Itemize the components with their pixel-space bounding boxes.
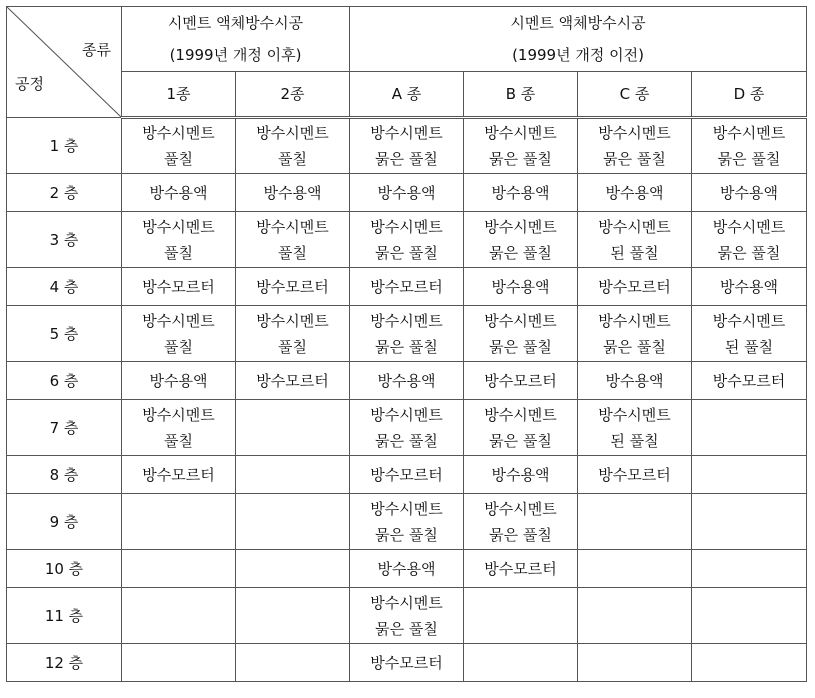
table-cell xyxy=(236,456,350,494)
cell-text: 방수시멘트 xyxy=(484,124,557,142)
type-header: A 종 xyxy=(350,72,464,118)
table-cell xyxy=(122,174,236,212)
cell-text: 풀칠 xyxy=(278,337,307,356)
table-cell xyxy=(350,400,464,456)
process-axis-label: 공정 xyxy=(15,75,44,93)
table-cell xyxy=(122,306,236,362)
layer-label: 4 층 xyxy=(7,268,122,306)
cell-text: 방수모르터 xyxy=(598,465,671,484)
layer-label: 11 층 xyxy=(7,588,122,644)
type-axis-label: 종류 xyxy=(82,41,111,59)
cell-text: 풀칠 xyxy=(278,150,307,168)
cell-text: 방수모르터 xyxy=(256,277,329,296)
cell-text: 방수시멘트 xyxy=(370,499,443,518)
cell-text: 방수시멘트 xyxy=(256,311,329,330)
type-header: 2종 xyxy=(236,72,350,118)
table-cell xyxy=(236,588,350,644)
table-row xyxy=(7,362,807,400)
table-cell xyxy=(692,588,807,644)
cell-text: 풀칠 xyxy=(164,150,193,168)
table-row xyxy=(7,588,807,644)
table-cell xyxy=(692,306,807,362)
cell-text: 방수시멘트 xyxy=(256,217,329,236)
table-cell xyxy=(464,494,578,550)
table-row xyxy=(7,494,807,550)
cell-text: 방수시멘트 xyxy=(598,405,671,424)
table-cell xyxy=(578,362,692,400)
table-cell xyxy=(692,400,807,456)
cell-text: 묽은 풀칠 xyxy=(375,525,438,544)
table-cell xyxy=(122,400,236,456)
cell-text: 묽은 풀칠 xyxy=(489,243,552,262)
table-cell xyxy=(122,118,236,174)
table-cell xyxy=(350,588,464,644)
table-cell xyxy=(236,550,350,588)
table-cell xyxy=(692,644,807,682)
cell-text: 묽은 풀칠 xyxy=(375,619,438,638)
cell-text: 방수모르터 xyxy=(370,653,443,672)
layer-label: 9 층 xyxy=(7,494,122,550)
cell-text: 방수모르터 xyxy=(712,371,786,390)
table-cell xyxy=(464,306,578,362)
type-header: 1종 xyxy=(122,72,236,118)
table-cell xyxy=(122,588,236,644)
cell-text: 방수용액 xyxy=(491,277,550,296)
cell-text: 방수시멘트 xyxy=(142,124,215,142)
cell-text: 방수용액 xyxy=(263,183,322,202)
cell-text: 방수시멘트 xyxy=(484,405,557,424)
cell-text: 묽은 풀칠 xyxy=(375,150,438,168)
table-cell xyxy=(236,306,350,362)
cell-text: 방수용액 xyxy=(491,183,550,202)
table-cell xyxy=(692,118,807,174)
table-cell xyxy=(122,268,236,306)
table-cell xyxy=(578,268,692,306)
table-cell xyxy=(464,588,578,644)
layer-label: 2 층 xyxy=(7,174,122,212)
cell-text: 된 풀칠 xyxy=(610,431,659,450)
cell-text: 묽은 풀칠 xyxy=(489,337,552,356)
table-cell xyxy=(236,268,350,306)
table-row xyxy=(7,118,807,174)
type-header-row xyxy=(7,72,807,118)
cell-text: 풀칠 xyxy=(164,337,193,356)
cell-text: 방수모르터 xyxy=(370,465,443,484)
table-cell xyxy=(692,212,807,268)
table-cell xyxy=(122,362,236,400)
table-cell xyxy=(236,118,350,174)
table-cell xyxy=(236,174,350,212)
table-cell xyxy=(578,400,692,456)
table-cell xyxy=(692,174,807,212)
table-cell xyxy=(578,118,692,174)
table-row xyxy=(7,400,807,456)
layer-label: 1 층 xyxy=(7,118,122,174)
cell-text: 묽은 풀칠 xyxy=(603,150,666,168)
cell-text: 방수시멘트 xyxy=(484,217,557,236)
cell-text: 방수용액 xyxy=(720,277,778,296)
cell-text: 방수시멘트 xyxy=(484,499,557,518)
cell-text: 방수용액 xyxy=(149,183,208,202)
cell-text: 묽은 풀칠 xyxy=(603,337,666,356)
table-row xyxy=(7,174,807,212)
waterproofing-process-table xyxy=(6,6,807,682)
table-cell xyxy=(464,362,578,400)
table-cell xyxy=(692,456,807,494)
group-subtitle-before: (1999년 개정 이전) xyxy=(350,39,807,72)
table-cell xyxy=(578,174,692,212)
layer-label: 8 층 xyxy=(7,456,122,494)
cell-text: 방수시멘트 xyxy=(370,311,443,330)
table-cell xyxy=(692,362,807,400)
cell-text: 풀칠 xyxy=(164,431,193,450)
cell-text: 방수용액 xyxy=(720,183,778,202)
table-cell xyxy=(236,362,350,400)
table-cell xyxy=(350,494,464,550)
cell-text: 방수용액 xyxy=(377,559,436,578)
cell-text: 방수시멘트 xyxy=(712,217,786,236)
table-cell xyxy=(350,550,464,588)
table-row xyxy=(7,644,807,682)
cell-text: 된 풀칠 xyxy=(724,337,774,356)
table-cell xyxy=(464,400,578,456)
table-cell xyxy=(122,494,236,550)
cell-text: 방수시멘트 xyxy=(370,124,443,142)
table-cell xyxy=(578,588,692,644)
cell-text: 방수시멘트 xyxy=(142,311,215,330)
table-cell xyxy=(350,268,464,306)
table-cell xyxy=(350,212,464,268)
table-row xyxy=(7,268,807,306)
table-cell xyxy=(350,306,464,362)
table-cell xyxy=(236,400,350,456)
table-cell xyxy=(236,212,350,268)
layer-label: 10 층 xyxy=(7,550,122,588)
type-header: B 종 xyxy=(464,72,578,118)
cell-text: 묽은 풀칠 xyxy=(375,337,438,356)
table-cell xyxy=(578,456,692,494)
group-title-after: 시멘트 액체방수시공 xyxy=(122,7,350,40)
cell-text: 풀칠 xyxy=(278,243,307,262)
table-row xyxy=(7,212,807,268)
table-cell xyxy=(122,644,236,682)
table-cell xyxy=(464,456,578,494)
cell-text: 방수용액 xyxy=(605,183,664,202)
cell-text: 방수모르터 xyxy=(142,277,215,296)
cell-text: 방수시멘트 xyxy=(712,311,786,330)
cell-text: 방수용액 xyxy=(491,465,550,484)
cell-text: 방수시멘트 xyxy=(598,311,671,330)
table-cell xyxy=(578,550,692,588)
cell-text: 방수시멘트 xyxy=(370,405,443,424)
cell-text: 방수모르터 xyxy=(370,277,443,296)
group-subtitle-after: (1999년 개정 이후) xyxy=(122,39,350,72)
table-cell xyxy=(578,644,692,682)
corner-header-cell xyxy=(7,7,122,118)
table-cell xyxy=(464,174,578,212)
type-header: D 종 xyxy=(692,72,807,118)
table-cell xyxy=(464,118,578,174)
table-cell xyxy=(122,550,236,588)
table-cell xyxy=(578,494,692,550)
cell-text: 방수모르터 xyxy=(256,371,329,390)
table-cell xyxy=(464,212,578,268)
cell-text: 된 풀칠 xyxy=(610,243,659,262)
table-cell xyxy=(464,644,578,682)
table-cell xyxy=(350,118,464,174)
table-row xyxy=(7,550,807,588)
table-cell xyxy=(236,494,350,550)
cell-text: 묽은 풀칠 xyxy=(717,243,781,262)
table-cell xyxy=(464,268,578,306)
table-cell xyxy=(350,174,464,212)
table-row xyxy=(7,306,807,362)
table-cell xyxy=(692,494,807,550)
table-cell xyxy=(692,268,807,306)
cell-text: 방수모르터 xyxy=(484,371,557,390)
table-cell xyxy=(236,644,350,682)
table-cell xyxy=(350,456,464,494)
cell-text: 방수모르터 xyxy=(598,277,671,296)
cell-text: 방수용액 xyxy=(605,371,664,390)
cell-text: 방수용액 xyxy=(149,371,208,390)
layer-label: 6 층 xyxy=(7,362,122,400)
cell-text: 묽은 풀칠 xyxy=(489,431,552,450)
table-row xyxy=(7,456,807,494)
table-cell xyxy=(122,456,236,494)
cell-text: 묽은 풀칠 xyxy=(375,243,438,262)
cell-text: 방수시멘트 xyxy=(370,217,443,236)
table-cell xyxy=(692,550,807,588)
table-cell xyxy=(578,212,692,268)
table-cell xyxy=(350,644,464,682)
cell-text: 묽은 풀칠 xyxy=(717,150,781,168)
cell-text: 묽은 풀칠 xyxy=(375,431,438,450)
cell-text: 방수시멘트 xyxy=(142,405,215,424)
layer-label: 7 층 xyxy=(7,400,122,456)
cell-text: 방수모르터 xyxy=(484,559,557,578)
cell-text: 방수시멘트 xyxy=(598,124,671,142)
cell-text: 방수용액 xyxy=(377,371,436,390)
table-cell xyxy=(350,362,464,400)
table-cell xyxy=(464,550,578,588)
cell-text: 방수용액 xyxy=(377,183,436,202)
cell-text: 풀칠 xyxy=(164,243,193,262)
cell-text: 방수시멘트 xyxy=(256,124,329,142)
cell-text: 묽은 풀칠 xyxy=(489,150,552,168)
table-cell xyxy=(122,212,236,268)
layer-label: 5 층 xyxy=(7,306,122,362)
cell-text: 방수시멘트 xyxy=(484,311,557,330)
layer-label: 3 층 xyxy=(7,212,122,268)
cell-text: 방수시멘트 xyxy=(712,124,786,142)
type-header: C 종 xyxy=(578,72,692,118)
cell-text: 묽은 풀칠 xyxy=(489,525,552,544)
cell-text: 방수시멘트 xyxy=(142,217,215,236)
layer-label: 12 층 xyxy=(7,644,122,682)
table-cell xyxy=(578,306,692,362)
cell-text: 방수시멘트 xyxy=(370,593,443,612)
cell-text: 방수모르터 xyxy=(142,465,215,484)
table-body xyxy=(7,118,807,682)
group-title-before: 시멘트 액체방수시공 xyxy=(350,7,807,40)
cell-text: 방수시멘트 xyxy=(598,217,671,236)
